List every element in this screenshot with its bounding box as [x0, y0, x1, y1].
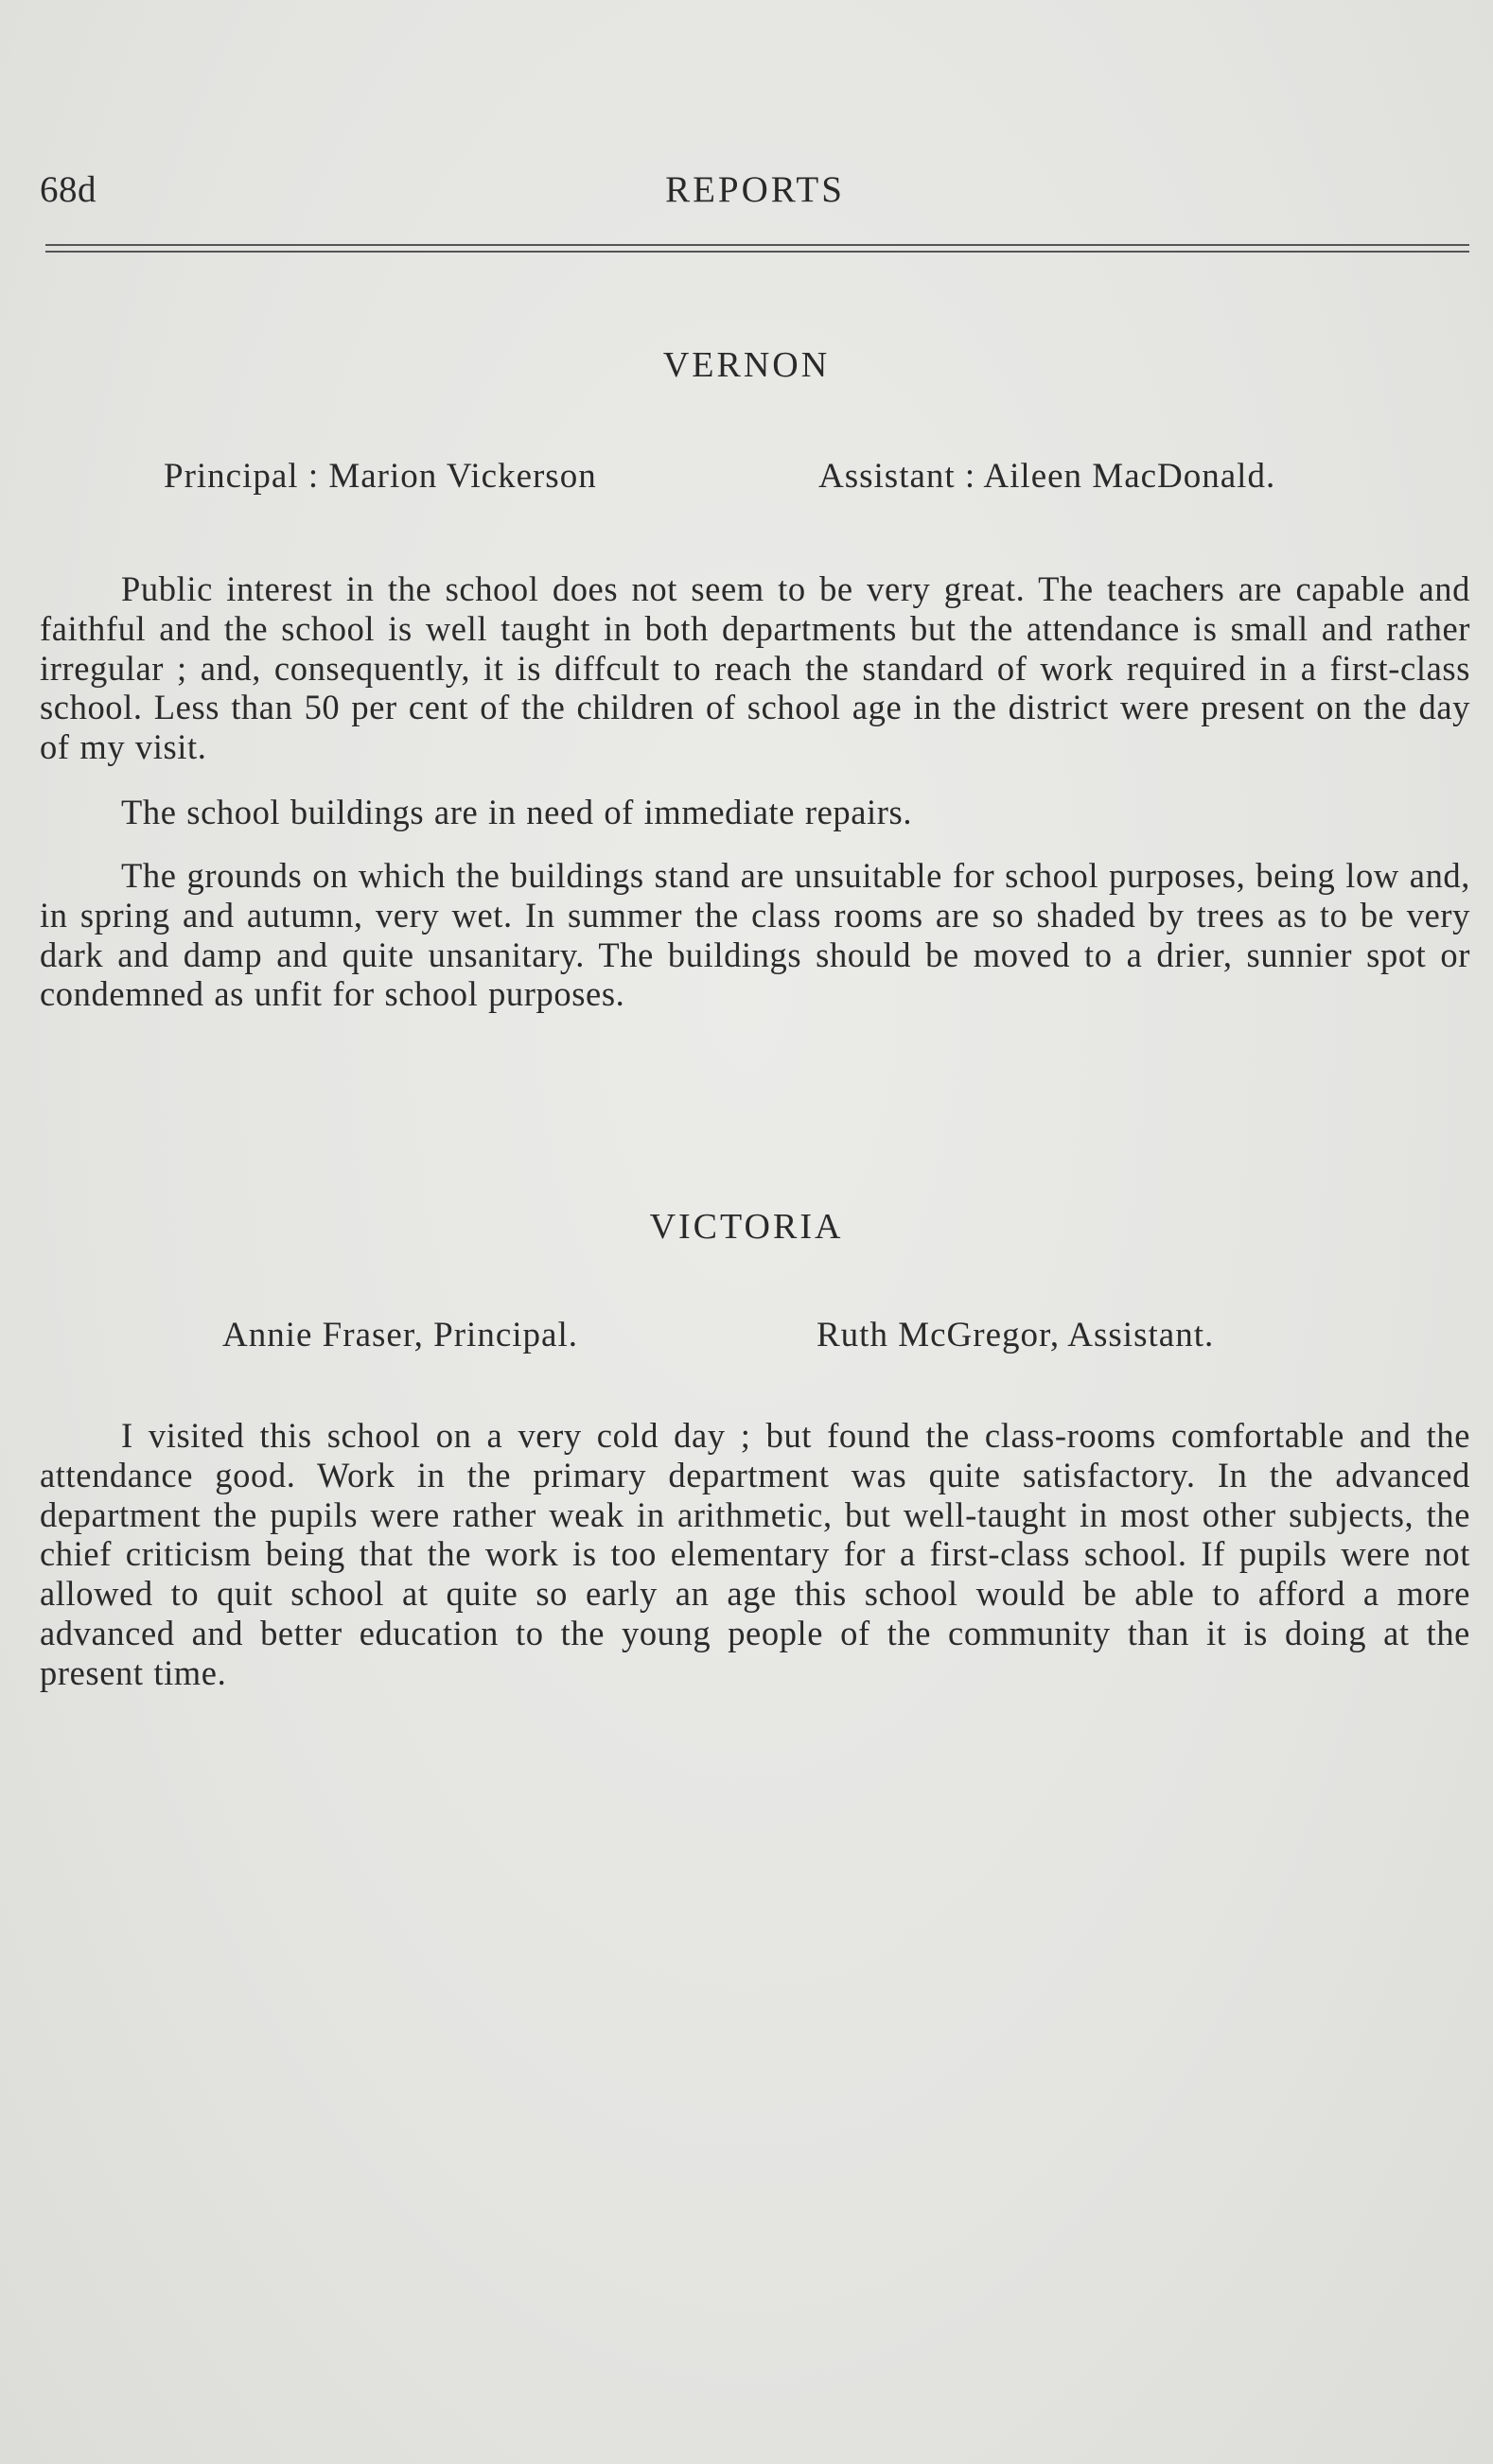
section-title-vernon: VERNON — [662, 345, 831, 385]
victoria-principal: Annie Fraser, Principal. — [222, 1316, 578, 1354]
section-title-victoria: VICTORIA — [649, 1207, 844, 1247]
header-rule-top — [45, 244, 1469, 246]
victoria-paragraph-1: I visited this school on a very cold day ; but found the class-rooms comfortable and the attendance good. Work in the primary department was quite satisfactory. In the advanced department the pupils were rather weak in arithmetic, but well-taught in most other subjects, the chief criticism being that the work is too elementary for a first-class school. If pupils were not allowed to quit school at quite so early an age this school would be able to afford a more advanced and better education to the young people of the community than it is doing at the present time. — [40, 1416, 1470, 1692]
page-number: 68d — [40, 169, 97, 210]
vernon-paragraph-1: Public interest in the school does not seem to be very great. The teachers are capable and faithful and the school is well taught in both departments but the attendance is small and rather irregular ; and, consequently, it is diffcult to reach the standard of work required in a first-class school. Less than 50 per cent of the children of school age in the district were present on the day of my visit. — [40, 569, 1470, 767]
vernon-principal: Principal : Marion Vickerson — [164, 457, 597, 496]
vernon-paragraph-2: The school buildings are in need of immediate repairs. — [121, 793, 913, 831]
running-head: REPORTS — [665, 169, 845, 210]
vernon-assistant: Assistant : Aileen MacDonald. — [818, 457, 1276, 496]
header-rule-bottom — [45, 251, 1469, 253]
vernon-paragraph-3: The grounds on which the buildings stand are unsuitable for school purposes, being low and, in spring and autumn, very wet. In summer the class rooms are so shaded by trees as to be very dark and damp and quite unsanitary. The buildings should be moved to a drier, sunnier spot or condemned as unfit for school purposes. — [40, 856, 1470, 1014]
page-header — [40, 168, 1470, 216]
victoria-assistant: Ruth McGregor, Assistant. — [817, 1316, 1215, 1354]
